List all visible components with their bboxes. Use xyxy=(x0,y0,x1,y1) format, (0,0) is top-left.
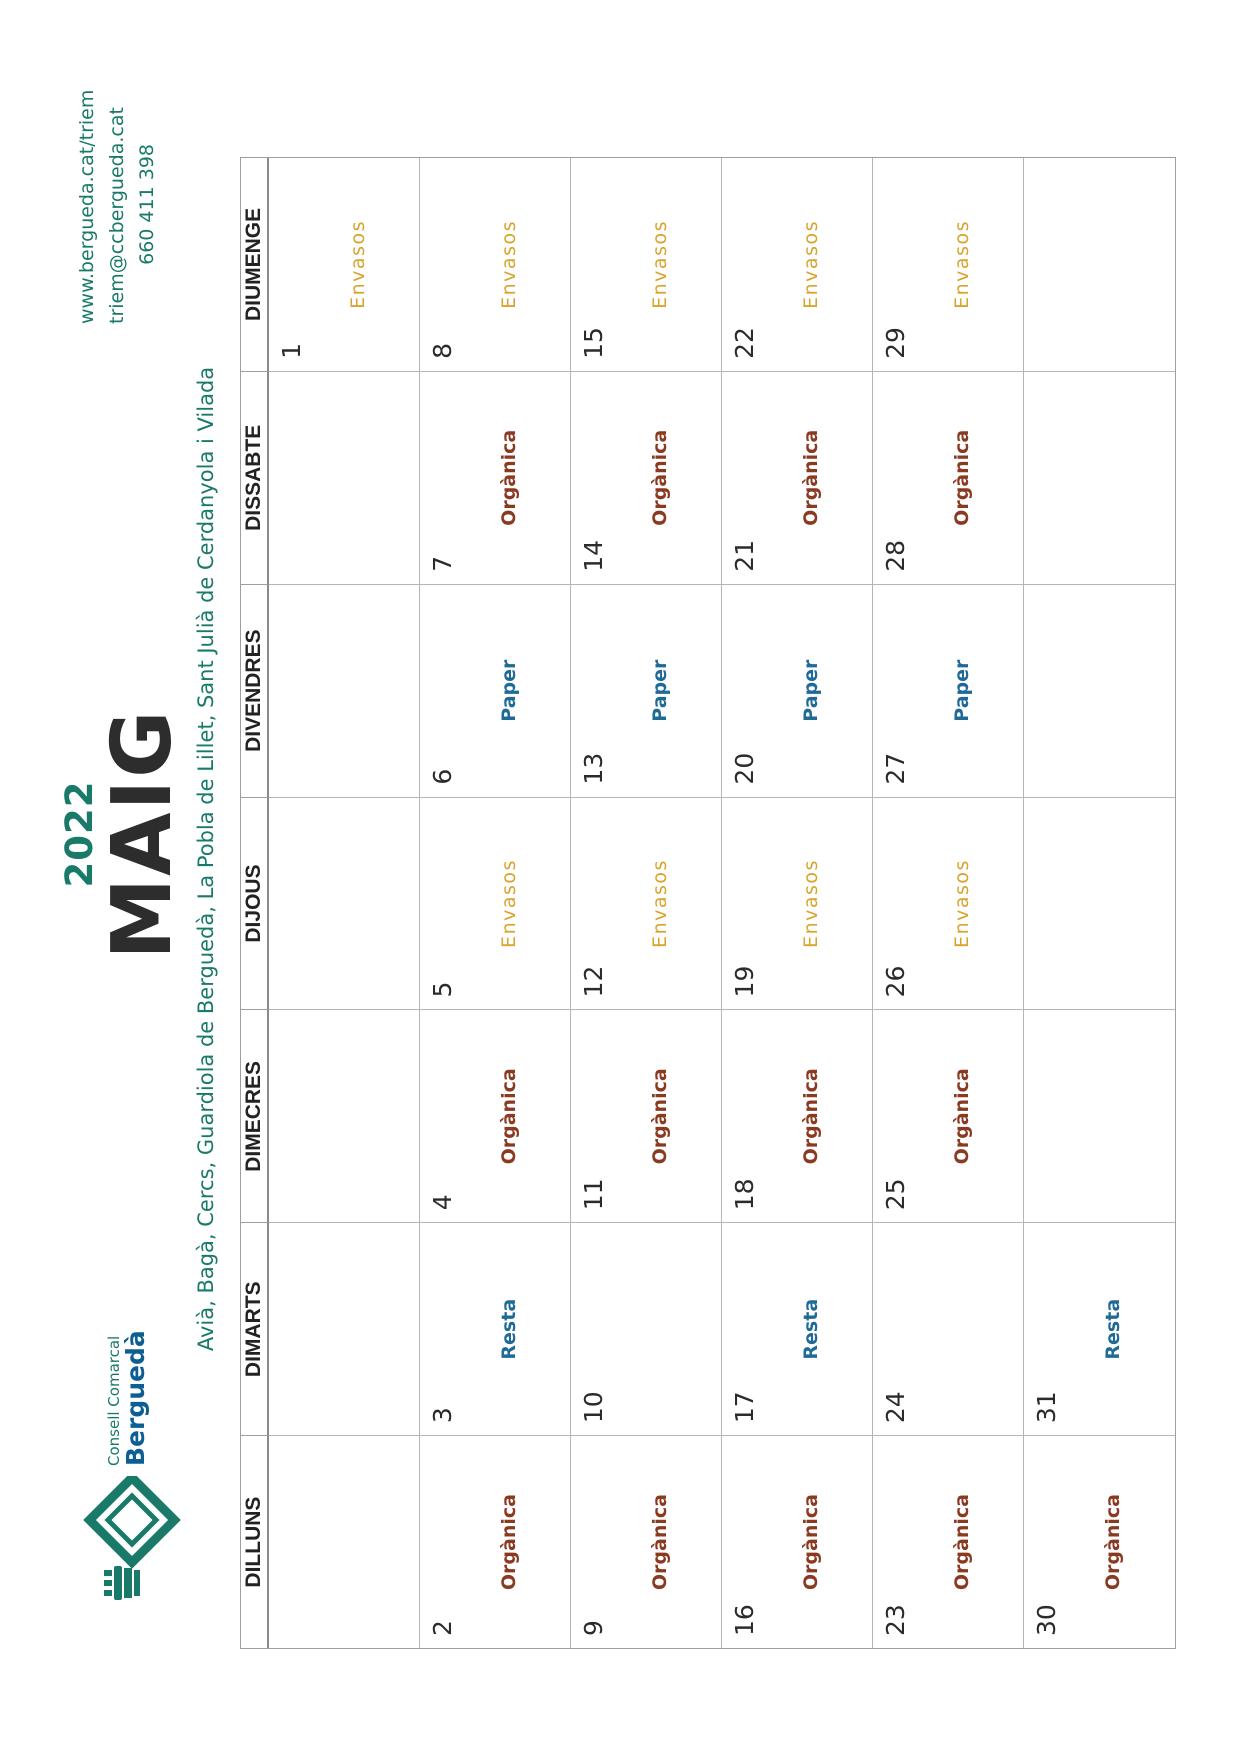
waste-type-label: Orgànica xyxy=(1102,1494,1124,1591)
brand-line2: Berguedà xyxy=(121,1330,150,1466)
contact-email[interactable]: triem@ccbergueda.cat xyxy=(106,107,128,324)
waste-type-label: Paper xyxy=(800,659,822,722)
day-cell xyxy=(722,584,873,797)
day-cell xyxy=(420,158,571,371)
day-cell xyxy=(873,797,1024,1010)
weekday-header: DILLUNS xyxy=(241,1435,269,1648)
towns-list: Avià, Bagà, Cercs, Guardiola de Berguedà, La Pobla de Lillet, Sant Julià de Cerdanyola i Vilada xyxy=(194,366,218,1352)
day-number: 2 xyxy=(428,1620,457,1636)
day-cell xyxy=(269,1222,420,1435)
waste-type-label: Envasos xyxy=(951,220,973,309)
waste-type-label: Orgànica xyxy=(649,1494,671,1591)
day-number: 10 xyxy=(579,1391,608,1424)
weekday-header: DIUMENGE xyxy=(241,158,269,371)
weekday-header: DIMECRES xyxy=(241,1009,269,1222)
council-logo xyxy=(68,1266,188,1606)
day-number: 18 xyxy=(730,1178,759,1211)
day-number: 30 xyxy=(1032,1604,1061,1636)
day-cell xyxy=(571,371,722,584)
day-cell xyxy=(1024,584,1175,797)
waste-type-label: Envasos xyxy=(347,220,369,309)
waste-type-label: Orgànica xyxy=(800,1494,822,1591)
day-cell xyxy=(873,1222,1024,1435)
day-cell xyxy=(269,158,420,371)
day-cell xyxy=(420,371,571,584)
day-number: 5 xyxy=(428,981,457,998)
waste-type-label: Orgànica xyxy=(800,1068,822,1165)
waste-type-label: Paper xyxy=(498,659,520,722)
day-cell xyxy=(269,584,420,797)
day-cell xyxy=(269,797,420,1010)
day-number: 26 xyxy=(881,965,910,998)
council-brand xyxy=(106,1330,150,1466)
day-cell xyxy=(571,797,722,1010)
day-cell xyxy=(722,1009,873,1222)
calendar-month: MAIG xyxy=(95,708,190,960)
contact-web[interactable]: www.bergueda.cat/triem xyxy=(76,89,98,324)
council-crest-icon xyxy=(68,1476,188,1606)
day-cell xyxy=(722,158,873,371)
day-cell xyxy=(420,797,571,1010)
day-number: 29 xyxy=(881,327,910,359)
day-cell xyxy=(420,1435,571,1648)
day-number: 24 xyxy=(881,1391,910,1424)
waste-type-label: Resta xyxy=(1102,1298,1124,1360)
day-cell xyxy=(873,1009,1024,1222)
day-cell xyxy=(269,371,420,584)
day-cell xyxy=(873,371,1024,584)
waste-type-label: Orgànica xyxy=(649,1068,671,1165)
day-cell xyxy=(722,797,873,1010)
day-cell xyxy=(571,1435,722,1648)
day-number: 7 xyxy=(428,555,457,572)
day-number: 31 xyxy=(1032,1391,1061,1424)
day-number: 20 xyxy=(730,752,759,785)
day-cell xyxy=(571,1009,722,1222)
waste-type-label: Orgànica xyxy=(498,1068,520,1165)
day-cell xyxy=(269,1435,420,1648)
day-cell xyxy=(420,1222,571,1435)
waste-type-label: Resta xyxy=(800,1298,822,1360)
day-number: 25 xyxy=(881,1178,910,1211)
day-number: 8 xyxy=(428,342,457,359)
waste-type-label: Envasos xyxy=(649,220,671,309)
weekday-header: DIVENDRES xyxy=(241,584,269,797)
day-cell xyxy=(722,1435,873,1648)
day-cell xyxy=(420,1009,571,1222)
waste-type-label: Envasos xyxy=(498,220,520,309)
day-number: 28 xyxy=(881,539,910,572)
day-cell xyxy=(722,371,873,584)
waste-type-label: Envasos xyxy=(951,859,973,948)
day-number: 15 xyxy=(579,327,608,359)
day-cell xyxy=(1024,1435,1175,1648)
day-number: 11 xyxy=(579,1178,608,1211)
waste-type-label: Orgànica xyxy=(498,1494,520,1591)
contact-phone: 660 411 398 xyxy=(136,144,158,265)
day-cell xyxy=(873,584,1024,797)
waste-type-label: Resta xyxy=(498,1298,520,1360)
waste-type-label: Orgànica xyxy=(951,429,973,526)
day-cell xyxy=(1024,797,1175,1010)
day-number: 9 xyxy=(579,1620,608,1636)
day-number: 19 xyxy=(730,965,759,998)
day-cell xyxy=(1024,371,1175,584)
contact-block xyxy=(72,89,162,324)
waste-type-label: Orgànica xyxy=(800,429,822,526)
weekday-header: DISSABTE xyxy=(241,371,269,584)
weekday-header: DIJOUS xyxy=(241,797,269,1010)
day-number: 21 xyxy=(730,539,759,572)
waste-type-label: Envasos xyxy=(649,859,671,948)
day-cell xyxy=(571,584,722,797)
day-number: 16 xyxy=(730,1604,759,1636)
day-cell xyxy=(722,1222,873,1435)
weekday-header: DIMARTS xyxy=(241,1222,269,1435)
day-cell xyxy=(1024,158,1175,371)
waste-type-label: Paper xyxy=(649,659,671,722)
day-cell xyxy=(1024,1009,1175,1222)
waste-type-label: Paper xyxy=(951,659,973,722)
day-cell xyxy=(420,584,571,797)
day-cell xyxy=(873,158,1024,371)
day-number: 13 xyxy=(579,752,608,785)
day-cell xyxy=(873,1435,1024,1648)
waste-type-label: Envasos xyxy=(800,859,822,948)
day-number: 3 xyxy=(428,1407,457,1424)
waste-type-label: Orgànica xyxy=(498,429,520,526)
waste-type-label: Envasos xyxy=(800,220,822,309)
day-cell xyxy=(269,1009,420,1222)
day-cell xyxy=(571,158,722,371)
waste-type-label: Orgànica xyxy=(951,1494,973,1591)
day-number: 14 xyxy=(579,539,608,572)
calendar-year: 2022 xyxy=(58,780,101,888)
day-number: 6 xyxy=(428,768,457,785)
day-number: 27 xyxy=(881,752,910,785)
day-cell xyxy=(571,1222,722,1435)
waste-type-label: Orgànica xyxy=(649,429,671,526)
day-cell xyxy=(1024,1222,1175,1435)
day-number: 4 xyxy=(428,1194,457,1211)
day-number: 1 xyxy=(277,342,306,359)
day-number: 23 xyxy=(881,1604,910,1636)
day-number: 12 xyxy=(579,965,608,998)
waste-type-label: Orgànica xyxy=(951,1068,973,1165)
day-number: 17 xyxy=(730,1391,759,1424)
calendar-grid xyxy=(240,157,1176,1649)
brand-line1: Consell Comarcal xyxy=(105,1335,123,1466)
day-number: 22 xyxy=(730,327,759,359)
waste-type-label: Envasos xyxy=(498,859,520,948)
